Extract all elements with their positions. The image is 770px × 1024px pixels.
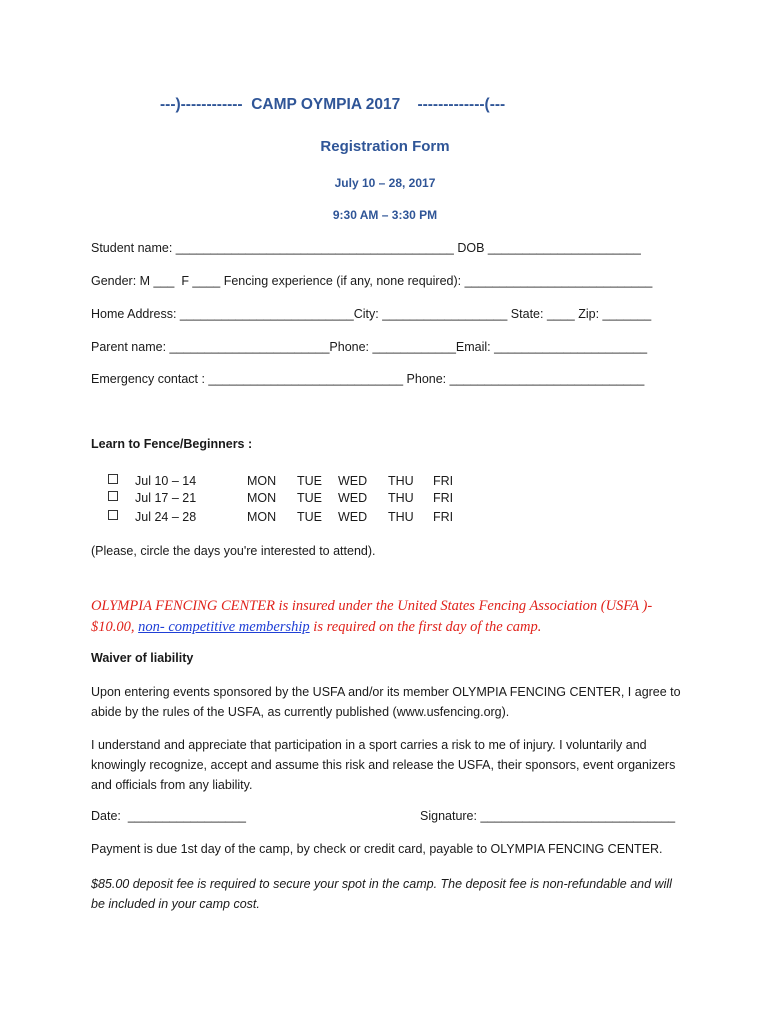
- payment-note: Payment is due 1st day of the camp, by check or credit card, payable to OLYMPIA FENCING CENTER.: [91, 842, 663, 856]
- week-3-checkbox[interactable]: [108, 510, 118, 520]
- day-wed[interactable]: WED: [338, 510, 368, 524]
- form-subtitle: Registration Form: [320, 138, 450, 155]
- day-thu[interactable]: THU: [388, 474, 414, 488]
- week-label: Jul 10 – 14: [135, 474, 197, 488]
- day-mon[interactable]: MON: [247, 474, 277, 488]
- week-label: Jul 17 – 21: [135, 491, 197, 505]
- camp-dates: July 10 – 28, 2017: [334, 176, 436, 190]
- waiver-heading: Waiver of liability: [91, 651, 194, 665]
- day-wed[interactable]: WED: [338, 474, 368, 488]
- day-wed[interactable]: WED: [338, 491, 368, 505]
- day-mon[interactable]: MON: [247, 491, 277, 505]
- day-fri[interactable]: FRI: [433, 491, 454, 505]
- week-1-checkbox[interactable]: [108, 474, 118, 484]
- gender-experience-field[interactable]: Gender: M ___ F ____ Fencing experience (if any, none required): ___________________________: [91, 274, 653, 288]
- signature-field[interactable]: Signature: ____________________________: [420, 809, 676, 823]
- membership-link[interactable]: non- competitive membership: [138, 619, 310, 635]
- day-fri[interactable]: FRI: [433, 510, 454, 524]
- week-2-checkbox[interactable]: [108, 491, 118, 501]
- date-field[interactable]: Date: _________________: [91, 809, 247, 823]
- day-fri[interactable]: FRI: [433, 474, 454, 488]
- insurance-notice: [91, 596, 691, 638]
- day-thu[interactable]: THU: [388, 491, 414, 505]
- day-tue[interactable]: TUE: [297, 474, 322, 488]
- camp-title: ---)------------ CAMP OYMPIA 2017 -------------(---: [160, 96, 506, 113]
- day-tue[interactable]: TUE: [297, 510, 322, 524]
- waiver-paragraph-2: I understand and appreciate that participation in a sport carries a risk to me of injury. I voluntarily and knowingly recognize, accept and assume this risk and release the USFA, their sponsors, event organizers and officials from any liability.: [91, 738, 676, 792]
- emergency-contact-field[interactable]: Emergency contact : ____________________________ Phone: ____________________________: [91, 372, 645, 386]
- home-address-field[interactable]: Home Address: _________________________City: __________________ State: ____ Zip: _______: [91, 307, 652, 321]
- beginners-heading: Learn to Fence/Beginners :: [91, 437, 253, 451]
- deposit-note: $85.00 deposit fee is required to secure your spot in the camp. The deposit fee is non-refundable and will be included in your camp cost.: [91, 877, 672, 911]
- day-tue[interactable]: TUE: [297, 491, 322, 505]
- circle-days-note: (Please, circle the days you're interested to attend).: [91, 544, 376, 558]
- student-name-field[interactable]: Student name: ________________________________________ DOB ______________________: [91, 241, 641, 255]
- insurance-text-before: OLYMPIA FENCING CENTER is insured under the United States Fencing Association (USFA )- $10.00,: [91, 598, 653, 635]
- parent-contact-field[interactable]: Parent name: _______________________Phone: ____________Email: ______________________: [91, 340, 648, 354]
- day-mon[interactable]: MON: [247, 510, 277, 524]
- waiver-paragraph-1: Upon entering events sponsored by the USFA and/or its member OLYMPIA FENCING CENTER, I agree to abide by the rules of the USFA, as currently published (www.usfencing.org).: [91, 685, 681, 719]
- insurance-text-after: is required on the first day of the camp.: [309, 619, 542, 635]
- day-thu[interactable]: THU: [388, 510, 414, 524]
- camp-times: 9:30 AM – 3:30 PM: [332, 208, 438, 222]
- week-label: Jul 24 – 28: [135, 510, 197, 524]
